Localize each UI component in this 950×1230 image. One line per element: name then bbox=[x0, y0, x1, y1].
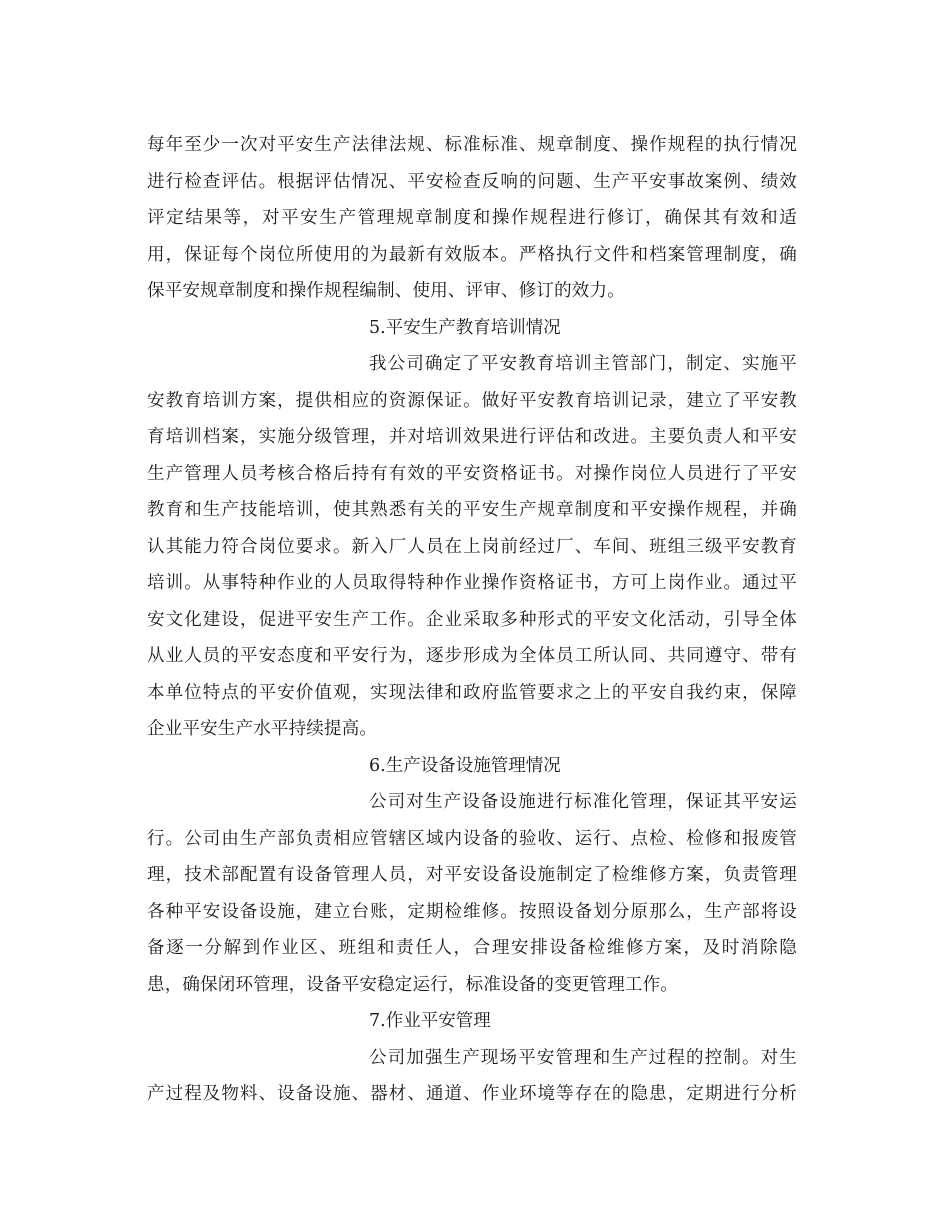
text-line: 公司加强生产现场平安管理和生产过程的控制。对生 bbox=[369, 1047, 797, 1068]
text-line: 公司对生产设备设施进行标准化管理，保证其平安运 bbox=[369, 792, 797, 812]
text-line: 企业平安生产水平持续提高。 bbox=[147, 719, 378, 739]
text-line: 生产管理人员考核合格后持有有效的平安资格证书。对操作岗位人员进行了平安 bbox=[147, 463, 797, 484]
section-heading-6: 6.生产设备设施管理情况 bbox=[369, 755, 561, 776]
section-6-paragraph bbox=[147, 784, 797, 1003]
text-line: 本单位特点的平安价值观，实现法律和政府监管要求之上的平安自我约束，保障 bbox=[147, 682, 797, 703]
text-line: 行。公司由生产部负责相应管辖区域内设备的验收、运行、点检、检修和报废管 bbox=[147, 828, 797, 849]
section-5-paragraph bbox=[147, 346, 797, 748]
text-line: 认其能力符合岗位要求。新入厂人员在上岗前经过厂、车间、班组三级平安教育 bbox=[147, 536, 797, 557]
section-heading-5: 5.平安生产教育培训情况 bbox=[369, 317, 561, 338]
text-line: 进行检查评估。根据评估情况、平安检查反响的问题、生产平安事故案例、绩效 bbox=[147, 171, 797, 192]
text-line: 每年至少一次对平安生产法律法规、标准标准、规章制度、操作规程的执行情况 bbox=[147, 135, 797, 155]
text-line: 育培训档案，实施分级管理，并对培训效果进行评估和改进。主要负责人和平安 bbox=[147, 427, 797, 447]
text-line: 从业人员的平安态度和平安行为，逐步形成为全体员工所认同、共同遵守、带有 bbox=[147, 646, 797, 666]
text-line: 备逐一分解到作业区、班组和责任人，合理安排设备检维修方案，及时消除隐 bbox=[147, 938, 797, 958]
text-line: 安教育培训方案，提供相应的资源保证。做好平安教育培训记录，建立了平安教 bbox=[147, 390, 797, 411]
text-line: 保平安规章制度和操作规程编制、使用、评审、修订的效力。 bbox=[147, 281, 625, 301]
text-line: 各种平安设备设施，建立台账，定期检维修。按照设备划分原那么，生产部将设 bbox=[147, 901, 797, 922]
intro-paragraph bbox=[147, 127, 797, 310]
text-line: 患，确保闭环管理，设备平安稳定运行，标准设备的变更管理工作。 bbox=[147, 974, 678, 995]
text-line: 培训。从事特种作业的人员取得特种作业操作资格证书，方可上岗作业。通过平 bbox=[147, 573, 797, 593]
section-7-paragraph bbox=[147, 1040, 797, 1113]
text-line: 评定结果等，对平安生产管理规章制度和操作规程进行修订，确保其有效和适 bbox=[147, 208, 797, 228]
text-line: 用，保证每个岗位所使用的为最新有效版本。严格执行文件和档案管理制度，确 bbox=[147, 244, 797, 265]
text-line: 教育和生产技能培训，使其熟悉有关的平安生产规章制度和平安操作规程，并确 bbox=[147, 500, 797, 520]
text-line: 产过程及物料、设备设施、器材、通道、作业环境等存在的隐患，定期进行分析 bbox=[147, 1084, 797, 1104]
section-heading-7: 7.作业平安管理 bbox=[369, 1011, 491, 1031]
text-line: 安文化建设，促进平安生产工作。企业采取多种形式的平安文化活动，引导全体 bbox=[147, 609, 797, 630]
document-body bbox=[147, 127, 797, 1113]
text-line: 我公司确定了平安教育培训主管部门，制定、实施平 bbox=[369, 354, 797, 374]
text-line: 理，技术部配置有设备管理人员，对平安设备设施制定了检维修方案，负责管理 bbox=[147, 865, 797, 885]
